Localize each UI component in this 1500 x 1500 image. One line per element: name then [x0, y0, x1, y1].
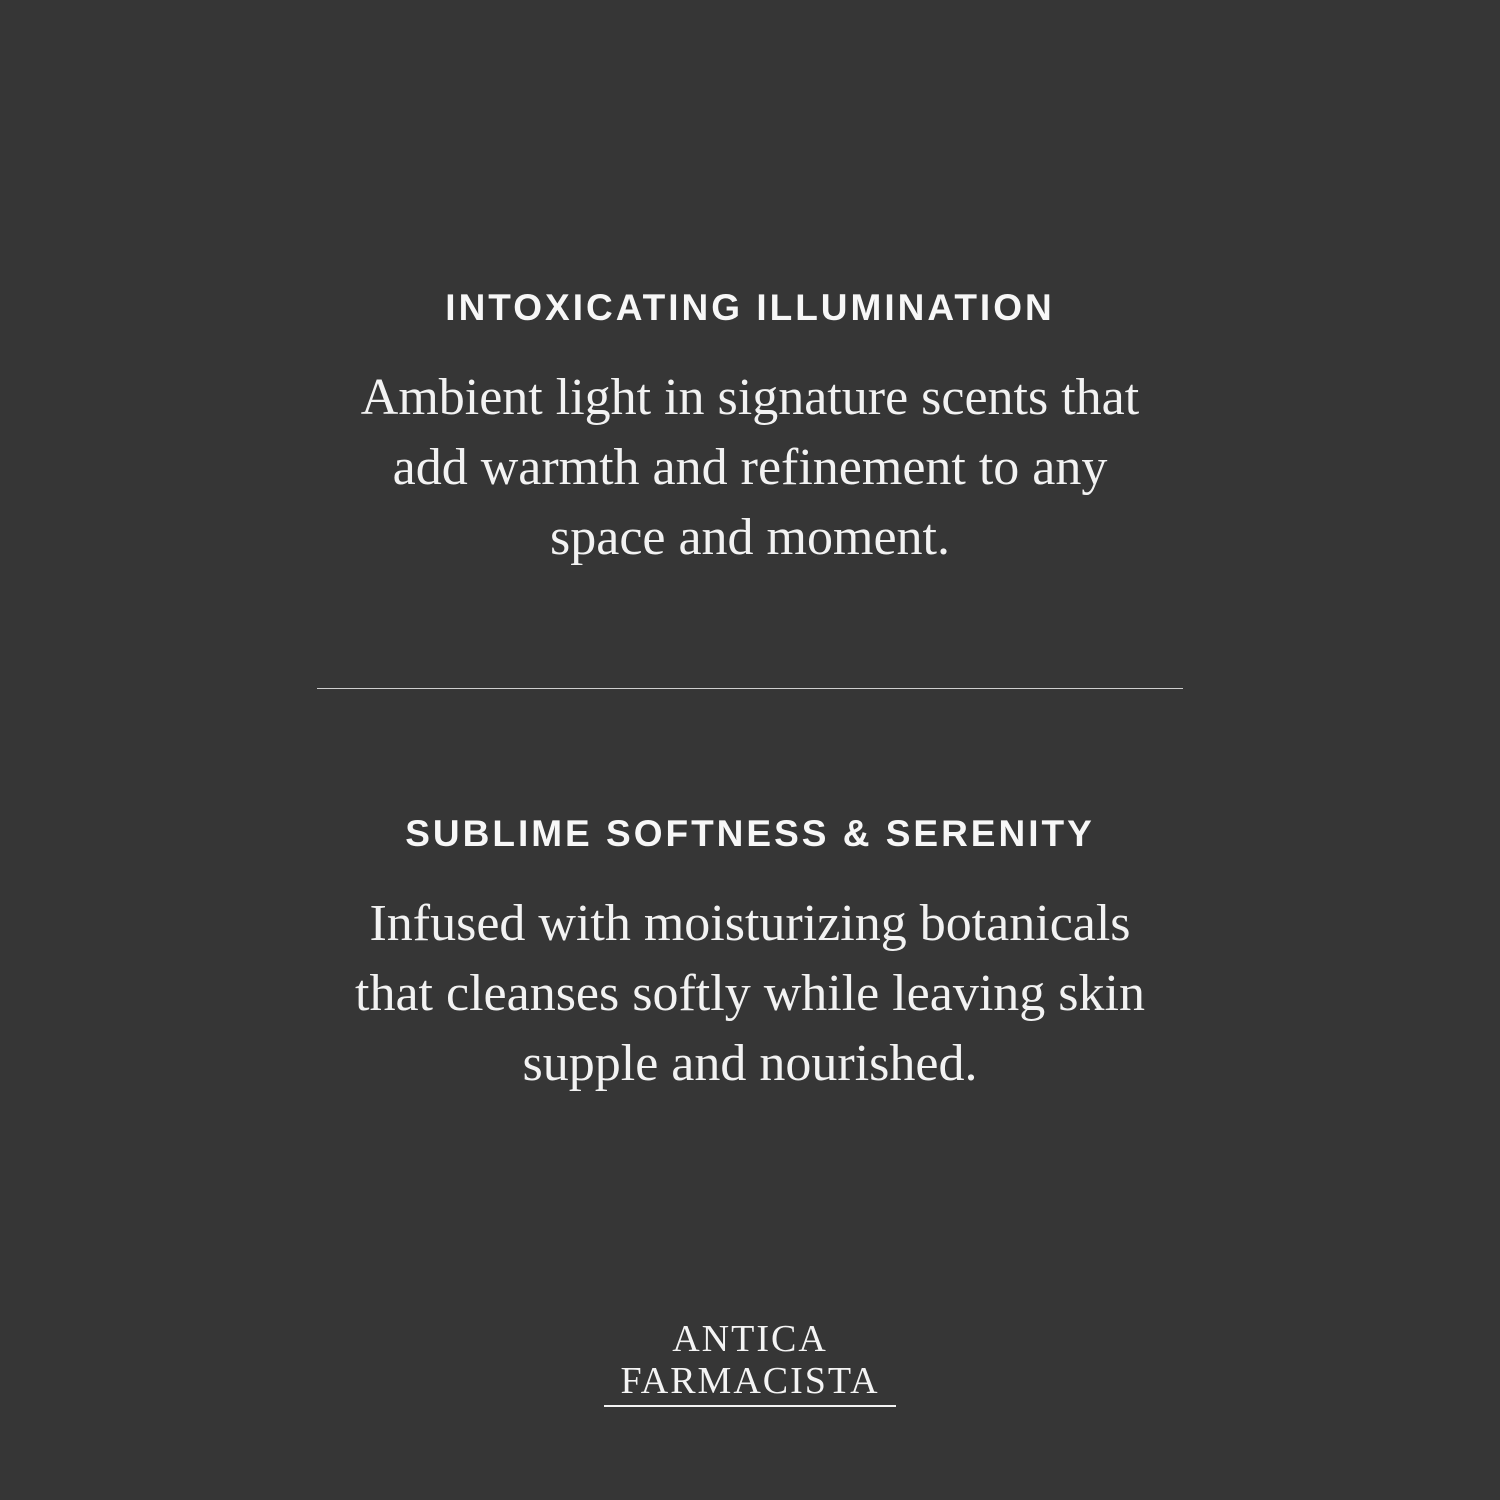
body-line: Ambient light in signature scents that [360, 369, 1140, 426]
body-line: space and moment. [550, 509, 950, 566]
body-line: that cleanses softly while leaving skin [355, 965, 1145, 1022]
body-line: add warmth and refinement to any [392, 439, 1108, 496]
heading-text: INTOXICATING ILLUMINATION [445, 287, 1055, 328]
section-body-illumination [0, 363, 1500, 573]
section-body-softness [0, 889, 1500, 1099]
brand-logo-underline [604, 1405, 896, 1407]
body-line: supple and nourished. [522, 1035, 978, 1092]
brand-logo-line-2: FARMACISTA [620, 1360, 880, 1402]
body-line: Infused with moisturizing botanicals [369, 895, 1131, 952]
brand-logo-line-1: ANTICA [672, 1318, 828, 1360]
section-divider [317, 688, 1183, 689]
heading-text: SUBLIME SOFTNESS & SERENITY [405, 813, 1095, 854]
brand-logo [604, 1318, 896, 1407]
section-heading-softness [0, 812, 1500, 856]
section-heading-illumination [0, 286, 1500, 330]
